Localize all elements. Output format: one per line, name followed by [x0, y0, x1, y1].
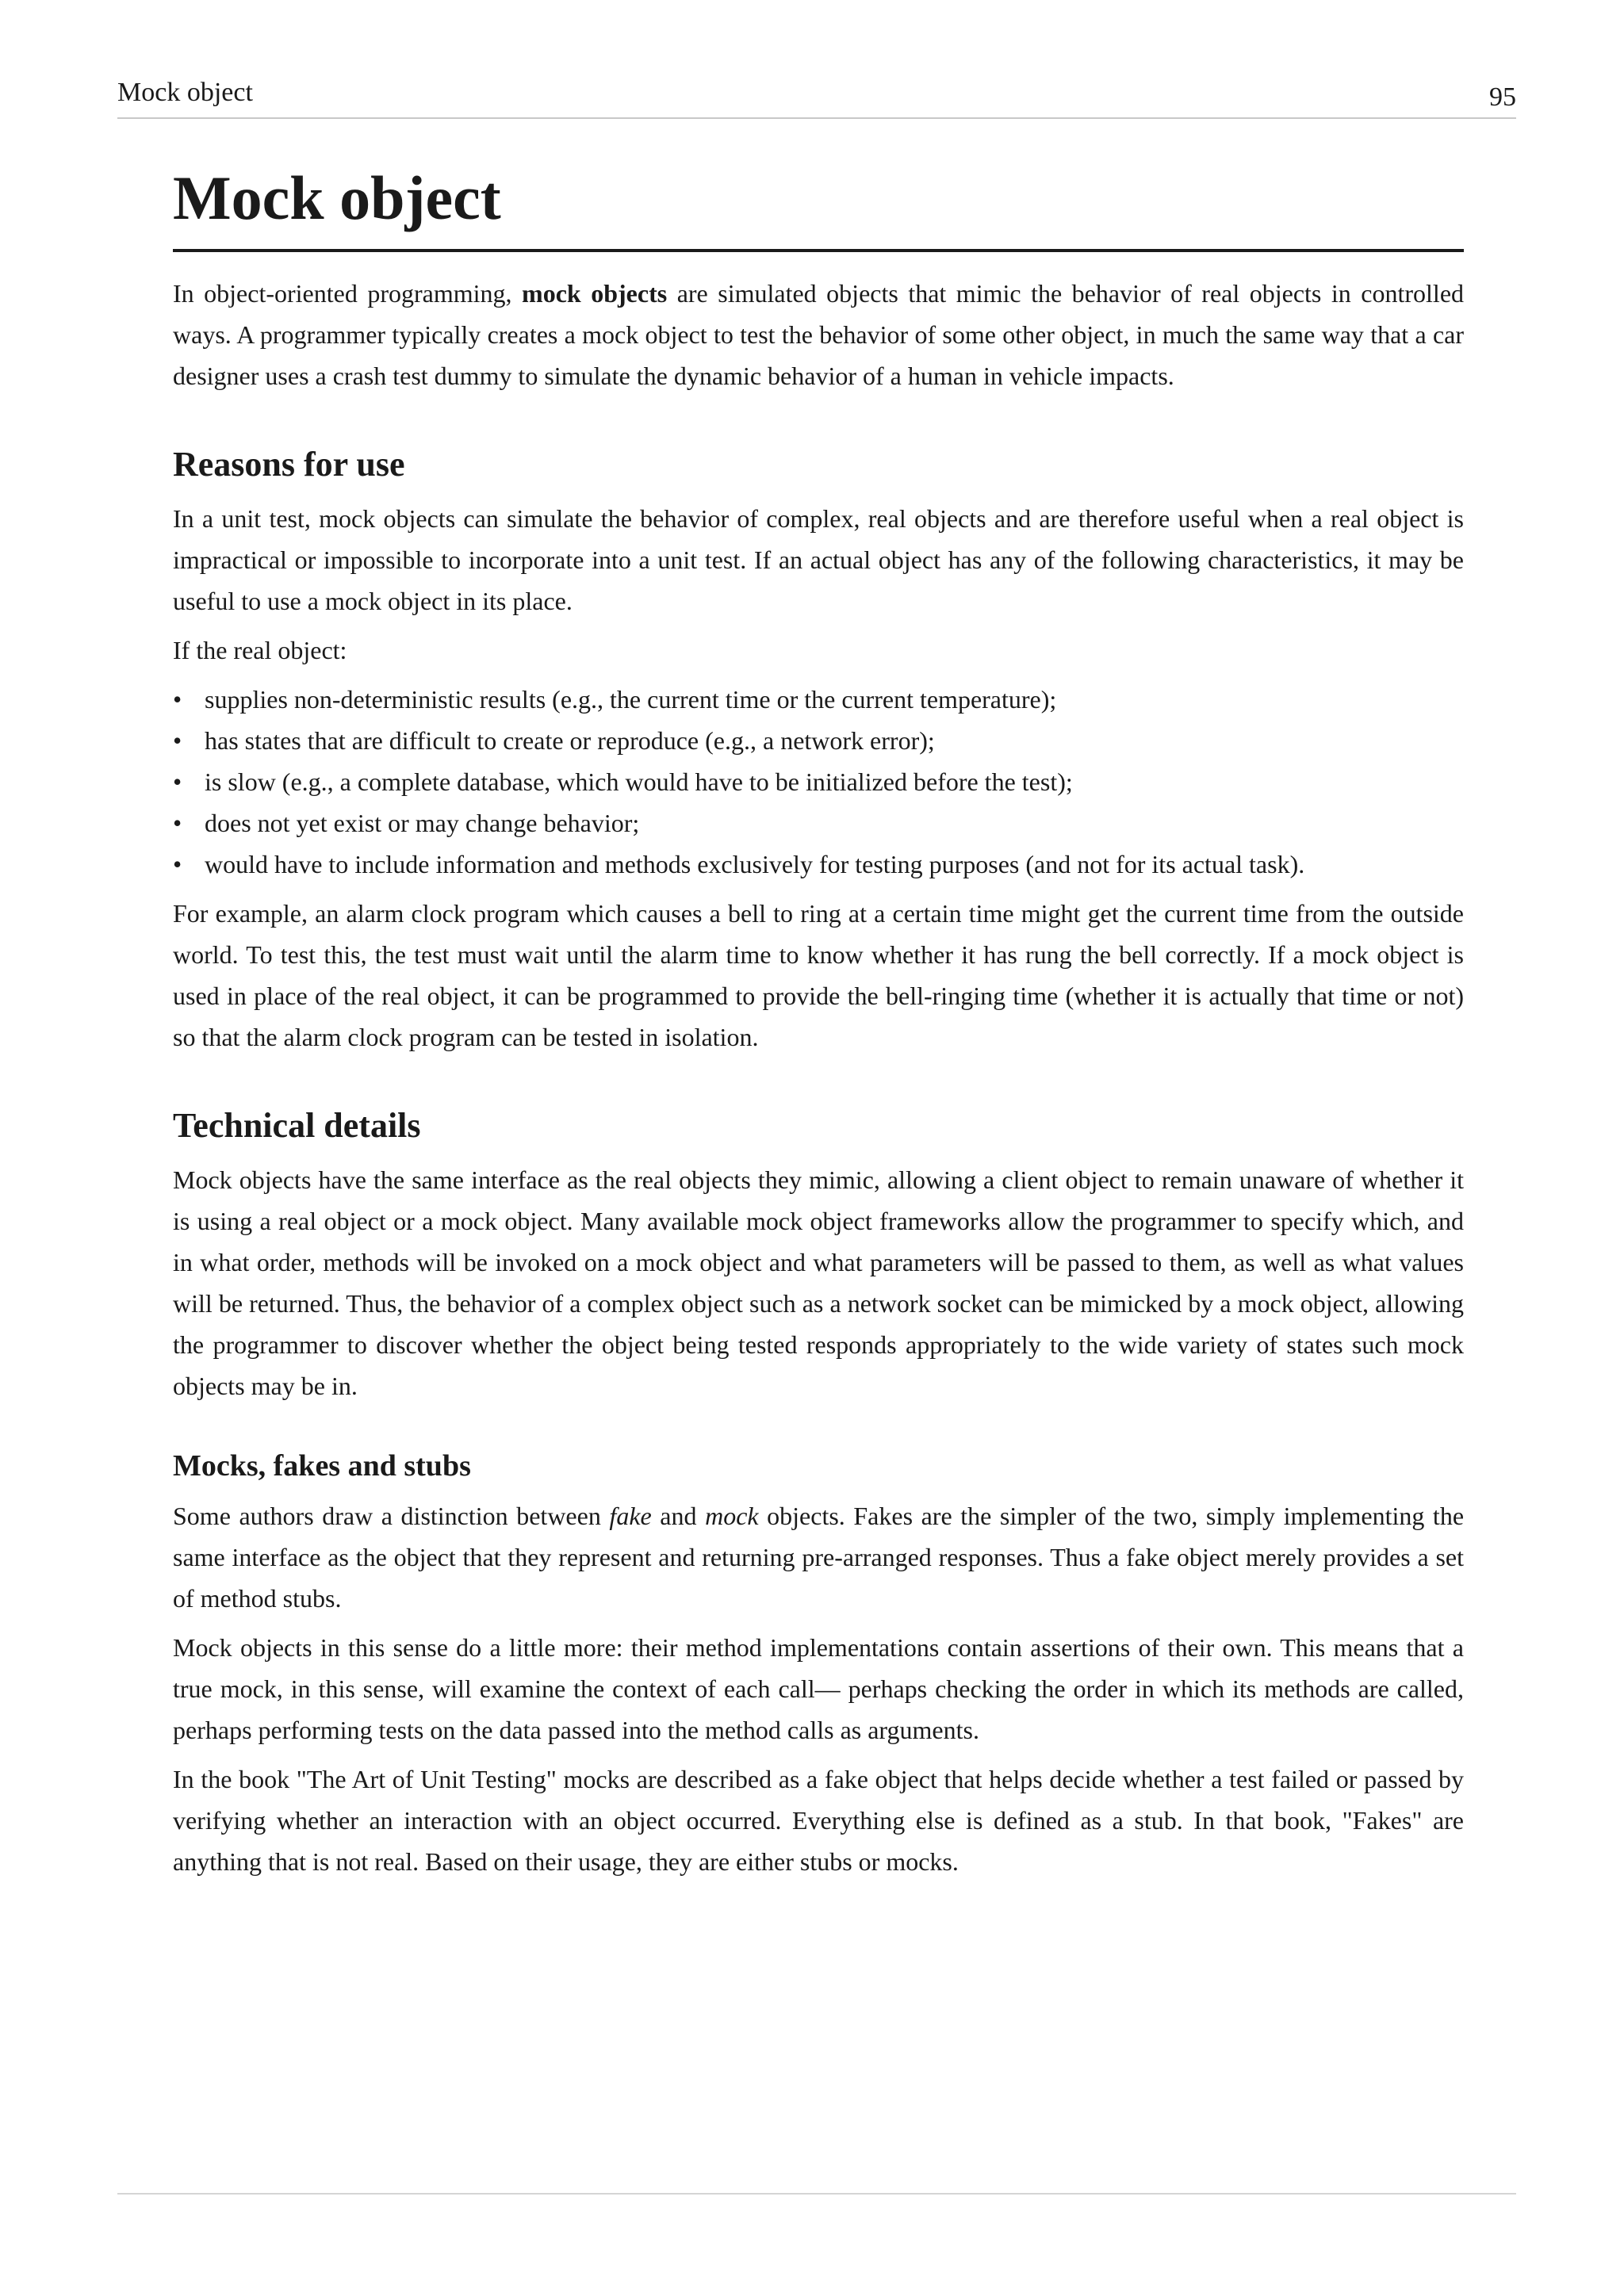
mocks-paragraph-2: Mock objects in this sense do a little more: their method implementations contain assertions of their own. This means that a true mock, in this sense, will examine the context of each call— perhaps checking the order in which its methods are called, perhaps performing tests on the data passed into the method calls as arguments. — [173, 1633, 1464, 1744]
bullet-glyph: • — [173, 726, 182, 755]
page-number: 95 — [1489, 82, 1516, 112]
term-mock: mock — [705, 1502, 759, 1530]
bullet-item — [173, 844, 1464, 885]
bullet-item — [173, 802, 1464, 844]
footer-rule — [117, 2193, 1516, 2195]
page-title: Mock object — [173, 159, 1464, 252]
term-fake: fake — [609, 1502, 652, 1530]
mocks-text-b: and — [651, 1502, 706, 1530]
reasons-paragraph-1: In a unit test, mock objects can simulate the behavior of complex, real objects and are therefore useful when a real object is impractical or impossible to incorporate into a unit test. If an actual object has any of the following characteristics, it may be useful to use a mock object in its place. — [173, 504, 1464, 615]
reasons-paragraph-2: If the real object: — [173, 636, 347, 664]
mocks-paragraph-3: In the book "The Art of Unit Testing" mocks are described as a fake object that helps decide whether a test failed or passed by verifying whether an interaction with an object occurred. Everything else is defined as a stub. In that book, "Fakes" are anything that is not real. Based on their usage, they are either stubs or mocks. — [173, 1765, 1464, 1876]
running-title: Mock object — [117, 78, 253, 107]
mocks-text-c: objects. Fakes are the simpler of the two, simply implementing the same interface as the object that they represent and returning pre-arranged responses. Thus a fake object merely provides a set of method stubs. — [173, 1502, 1465, 1613]
bullet-text: is slow (e.g., a complete database, which would have to be initialized before the test); — [205, 767, 1073, 796]
intro-text-before: In object-oriented programming, — [173, 279, 523, 308]
bullet-text: supplies non-deterministic results (e.g., the current time or the current temperature); — [205, 685, 1057, 714]
heading-reasons-for-use: Reasons for use — [173, 445, 405, 484]
intro-paragraph — [173, 273, 1464, 396]
running-header — [117, 78, 1516, 119]
bullet-item — [173, 761, 1464, 802]
heading-mocks-fakes-stubs: Mocks, fakes and stubs — [173, 1449, 471, 1483]
bullet-glyph: • — [173, 767, 182, 796]
technical-paragraph-1: Mock objects have the same interface as the real objects they mimic, allowing a client object to remain unaware of whether it is using a real object or a mock object. Many available mock object frameworks allow the programmer to specify which, and in what order, methods will be invoked on a mock object and what parameters will be passed to them, as well as what values will be returned. Thus, the behavior of a complex object such as a network socket can be mimicked by a mock object, allowing the programmer to discover whether the object being tested responds appropriately to the wide variety of states such mock objects may be in. — [173, 1165, 1464, 1400]
article-body — [173, 159, 1464, 1890]
bullet-text: does not yet exist or may change behavior; — [205, 809, 640, 837]
bullet-item — [173, 679, 1464, 720]
mocks-text-a: Some authors draw a distinction between — [173, 1502, 610, 1530]
intro-bold-term: mock objects — [522, 279, 668, 308]
bullet-glyph: • — [173, 809, 182, 837]
heading-technical-details: Technical details — [173, 1106, 421, 1145]
bullet-glyph: • — [173, 685, 182, 714]
bullet-item — [173, 720, 1464, 761]
bullet-text: would have to include information and methods exclusively for testing purposes (and not for its actual task). — [205, 850, 1305, 878]
bullet-text: has states that are difficult to create or reproduce (e.g., a network error); — [205, 726, 935, 755]
intro-text-after: are simulated objects that mimic the behavior of real objects in controlled ways. A programmer typically creates a mock object to test the behavior of some other object, in much the same way that a car designer uses a crash test dummy to simulate the dynamic behavior of a human in vehicle impacts. — [173, 279, 1465, 390]
reasons-bullet-list — [173, 679, 1464, 885]
reasons-paragraph-3: For example, an alarm clock program which causes a bell to ring at a certain time might get the current time from the outside world. To test this, the test must wait until the alarm time to know whether it has rung the bell correctly. If a mock object is used in place of the real object, it can be programmed to provide the bell-ringing time (whether it is actually that time or not) so that the alarm clock program can be tested in isolation. — [173, 899, 1464, 1051]
mocks-paragraph-1 — [173, 1495, 1464, 1619]
bullet-glyph: • — [173, 850, 182, 878]
